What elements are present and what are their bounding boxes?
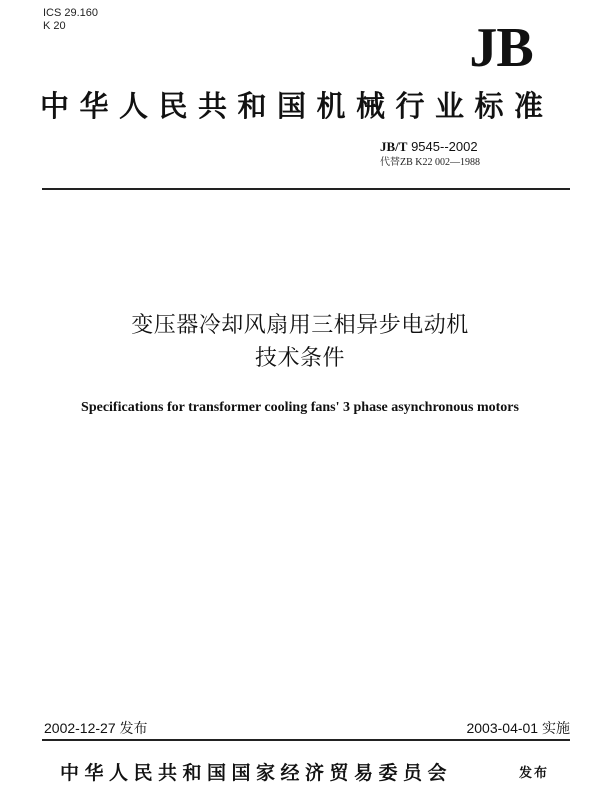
publisher-name: 中华人民共和国国家经济贸易委员会 [60, 762, 453, 784]
top-divider [42, 188, 570, 190]
ics-code: ICS 29.160 [43, 7, 99, 19]
industry-standard-title: 中华人民共和国机械行业标准 [40, 89, 554, 123]
standard-number-prefix: JB/T [380, 139, 408, 154]
standard-number [380, 139, 570, 155]
jb-logo: JB [469, 17, 533, 79]
implementation-date: 2003-04-01 实施 [466, 720, 570, 736]
publish-label: 发布 [519, 766, 550, 781]
document-title-line1: 变压器冷却风扇用三相异步电动机 [131, 313, 469, 338]
english-title: Specifications for transformer cooling fans' 3 phase asynchronous motors [81, 400, 519, 415]
bottom-divider [42, 739, 570, 741]
classification-code: K 20 [43, 20, 66, 32]
standard-number-value: 9545--2002 [407, 139, 478, 154]
replaces-standard: 代替ZB K22 002—1988 [380, 157, 480, 168]
issue-date: 2002-12-27 发布 [44, 720, 148, 736]
document-title-line2: 技术条件 [254, 346, 345, 371]
